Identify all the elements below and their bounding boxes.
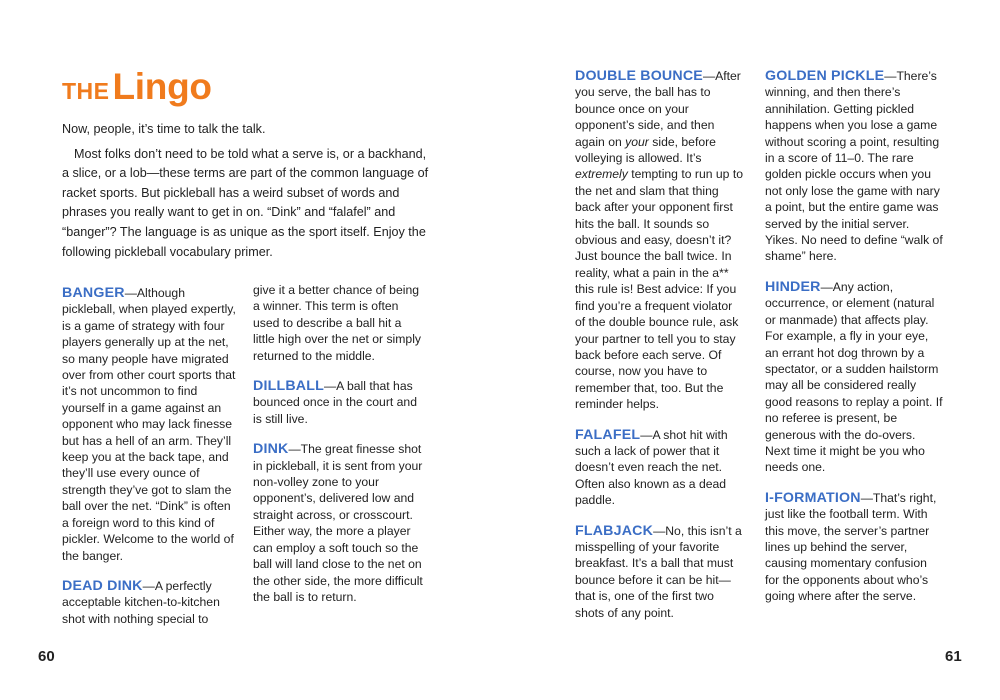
title-prefix: THE (62, 78, 110, 104)
intro-paragraph-2: Most folks don’t need to be told what a serve is, or a backhand, a slice, or a lob—these terms are part of the common language of racket sports. But pickleball has a weird subset of words and phrases you really want to get in on. “Dink” and “falafel” and “banger”? The language is as unique as the sport itself. Enjoy the following pickleball vocabulary primer. (62, 146, 429, 259)
entry-dillball (253, 378, 425, 427)
definition-hinder: —Any action, occurrence, or element (natural or manmade) that affects play. For example, a fly in your eye, an errant hot dog thrown by a spectator, or a sudden hailstorm may all be considered really good reasons to replay a point. If no referee is present, be generous with the do-overs. Next time it might be you who needs one. (765, 279, 943, 475)
entry-i-formation (765, 490, 943, 605)
entry-golden-pickle (765, 68, 943, 265)
definition-falafel: —A shot hit with such a lack of power that it doesn’t even reach the net. Often also known as a dead paddle. (575, 427, 728, 508)
page-title (62, 68, 212, 105)
definition-double-bounce-emphasis-2: extremely (575, 167, 628, 182)
definition-dink: —The great finesse shot in pickleball, it is sent from your non-volley zone to your opponent’s, delivered low and straight across, or crosscourt. Either way, the more a player can employ a soft touch so the ball will land close to the net on the other side, the more difficult the ball is to return. (253, 442, 423, 604)
intro-paragraph-1: Now, people, it’s time to talk the talk. (62, 122, 266, 136)
entry-dead-dink (62, 578, 240, 627)
term-banger: BANGER (62, 285, 125, 301)
definition-double-bounce-emphasis-1: your (625, 134, 649, 149)
definition-i-formation: —That’s right, just like the football term. With this move, the server’s partner lines up behind the server, causing momentary confusion for the opponents about who’s going where after the serve. (765, 490, 937, 604)
glossary-column-4 (765, 68, 943, 619)
entry-dead-dink-continued (253, 282, 425, 364)
definition-dillball: —A ball that has bounced once in the court and is still live. (253, 379, 417, 426)
definition-flabjack: —No, this isn’t a misspelling of your favorite breakfast. It’s a ball that must bounce before it can be hit—that is, one of the first two shots of any point. (575, 523, 742, 620)
entry-hinder (765, 279, 943, 476)
entry-double-bounce (575, 68, 745, 413)
term-flabjack: FLABJACK (575, 522, 654, 539)
glossary-column-2 (253, 282, 425, 619)
term-double-bounce: DOUBLE BOUNCE (575, 68, 703, 84)
entry-falafel (575, 427, 745, 509)
definition-double-bounce-b: side, before volleying is allowed. It’s (575, 134, 716, 166)
title-main: Lingo (112, 66, 212, 107)
definition-banger: —Although pickleball, when played expertly, is a game of strategy with four players generally up at the net, so many people have migrated over from other court sports that it’s not uncommon to find yourself in a game against an opponent who may lack finesse but has a hell of an arm. They’ll keep you at the back tape, and they’ll use every ounce of strength they’ve got to slam the ball over the net. “Dink” is often a foreign word to this kind of pickler. Welcome to the world of the banger. (62, 286, 236, 563)
term-dink: DINK (253, 441, 289, 458)
page-number-right: 61 (945, 648, 962, 665)
term-dead-dink: DEAD DINK (62, 577, 143, 594)
term-i-formation: I-FORMATION (765, 489, 861, 506)
term-dillball: DILLBALL (253, 378, 324, 395)
definition-double-bounce-c: tempting to run up to the net and slam that thing back after your opponent first hits the ball. It sounds so obvious and easy, doesn’t it? Just bounce the ball twice. In reality, what a pain in the a** this rule is! Best advice: If you find you’re a frequent violator of the double bounce rule, ask your partner to tell you to stay back before each serve. Of course, now you have to remember that, too. But the reminder helps. (575, 167, 744, 412)
glossary-column-3 (575, 68, 745, 635)
entry-flabjack (575, 523, 745, 621)
entry-dink (253, 441, 425, 605)
term-hinder: HINDER (765, 278, 821, 295)
definition-dead-dink-continued: give it a better chance of being a winner. This term is often used to describe a ball hit a little high over the net or simply returned to the middle. (253, 283, 421, 363)
definition-double-bounce-a: —After you serve, the ball has to bounce once on your opponent’s side, and then again on (575, 69, 741, 149)
definition-dead-dink: —A perfectly acceptable kitchen-to-kitchen shot with nothing special to (62, 578, 220, 626)
page-number-left: 60 (38, 648, 55, 665)
term-falafel: FALAFEL (575, 426, 641, 443)
intro-section (62, 120, 434, 262)
entry-banger (62, 285, 240, 564)
glossary-column-1 (62, 285, 240, 641)
term-golden-pickle: GOLDEN PICKLE (765, 68, 885, 84)
definition-golden-pickle: —There’s winning, and then there’s annihilation. Getting pickled happens when you lose a game without scoring a point, resulting in a score of 11–0. The rare golden pickle occurs when you not only lose the game with nary a point, but the entire game was served by the initial server. Yikes. No need to define “walk of shame” here. (765, 69, 943, 264)
